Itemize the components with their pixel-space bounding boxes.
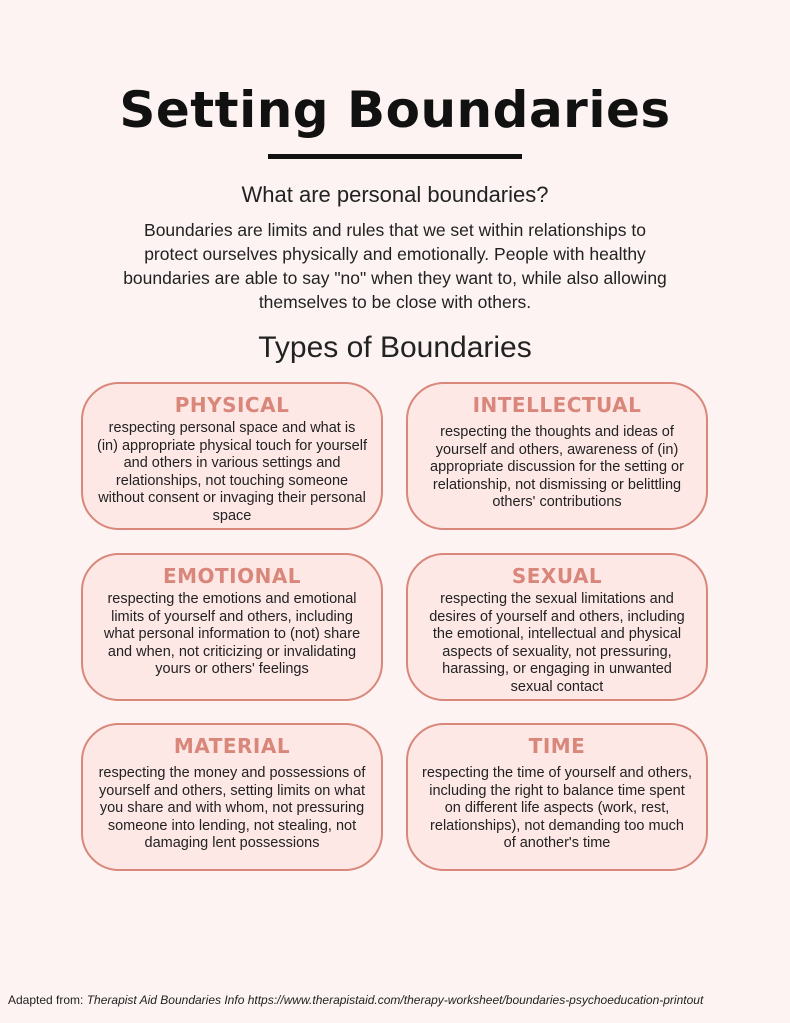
section-heading: Types of Boundaries: [258, 331, 532, 364]
card-text: respecting the sexual limitations and desires of yourself and others, including the emotional, intellectual and physical aspects of sexuality, not pressuring, harassing, or engaging in unwanted sexual contact: [429, 591, 685, 695]
page-title: Setting Boundaries: [119, 81, 671, 139]
card-title: MATERIAL: [173, 734, 291, 758]
footer-attribution: [8, 992, 788, 1008]
card-physical: [81, 382, 383, 530]
card-sexual: [406, 553, 708, 701]
card-intellectual: [406, 382, 708, 530]
footer-prefix: Adapted from:: [8, 993, 87, 1007]
title-underline: [268, 154, 522, 159]
card-title: EMOTIONAL: [162, 564, 302, 588]
footer-source: Therapist Aid Boundaries Info https://www.therapistaid.com/therapy-worksheet/boundaries-psychoeducation-printout: [86, 993, 704, 1007]
card-text: respecting the time of yourself and others, including the right to balance time spent on different life aspects (work, rest, relationships), not demanding too much of another's time: [422, 765, 693, 851]
card-time: [406, 723, 708, 871]
card-title: SEXUAL: [511, 564, 603, 588]
intro-paragraph: Boundaries are limits and rules that we set within relationships to protect ourselves physically and emotionally. People with healthy boundaries are able to say "no" when they want to, while also allowing themselves to be close with others.: [123, 220, 667, 312]
card-text: respecting the money and possessions of yourself and others, setting limits on what you share and with whom, not pressuring someone into lending, not stealing, not damaging lent possessions: [98, 765, 366, 851]
card-material: [81, 723, 383, 871]
card-text: respecting the thoughts and ideas of yourself and others, awareness of (in) appropriate discussion for the setting or relationship, not dismissing or belittling others' contributions: [430, 424, 684, 510]
subtitle: What are personal boundaries?: [241, 182, 549, 207]
card-text: respecting the emotions and emotional limits of yourself and others, including what personal information to (not) share and when, not criticizing or invalidating yours or others' feelings: [103, 591, 361, 677]
card-title: INTELLECTUAL: [472, 393, 642, 417]
card-text: respecting personal space and what is (in) appropriate physical touch for yourself and others in various settings and relationships, not touching someone without consent or invaging their personal space: [97, 420, 367, 524]
card-title: PHYSICAL: [174, 393, 290, 417]
card-title: TIME: [528, 734, 586, 758]
card-emotional: [81, 553, 383, 701]
